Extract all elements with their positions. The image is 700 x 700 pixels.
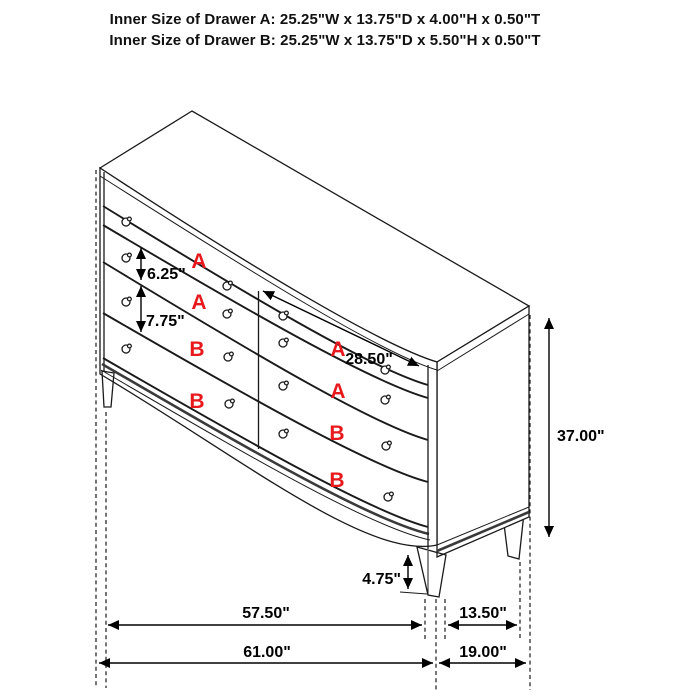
dim-feet-width-label: 57.50" (242, 605, 290, 622)
drawer-label-left-4: B (189, 390, 205, 413)
drawer-label-left-1: A (191, 250, 207, 273)
drawer-a-inner-size-text: Inner Size of Drawer A: 25.25"W x 13.75"D x 4.00"H x 0.50"T (109, 11, 541, 28)
dim-base-height-label: 4.75" (362, 571, 401, 588)
dim-drawer-a-height-label: 6.25" (147, 266, 186, 283)
dim-overall-depth-label: 19.00" (459, 644, 507, 661)
drawer-label-left-3: B (189, 338, 205, 361)
dim-drawer-b-height-label: 7.75" (146, 313, 185, 330)
dim-overall-height-label: 37.00" (557, 428, 605, 445)
dim-feet-depth-label: 13.50" (459, 605, 507, 622)
drawer-label-right-4: B (329, 469, 345, 492)
drawer-label-right-2: A (330, 380, 346, 403)
drawer-label-right-1: A (330, 338, 346, 361)
drawer-label-left-2: A (191, 291, 207, 314)
drawer-b-inner-size-text: Inner Size of Drawer B: 25.25"W x 13.75"D x 5.50"H x 0.50"T (109, 32, 541, 49)
dim-overall-width-label: 61.00" (243, 644, 291, 661)
drawer-label-right-3: B (329, 422, 345, 445)
dim-bank-width-label: 28.50" (345, 351, 393, 368)
